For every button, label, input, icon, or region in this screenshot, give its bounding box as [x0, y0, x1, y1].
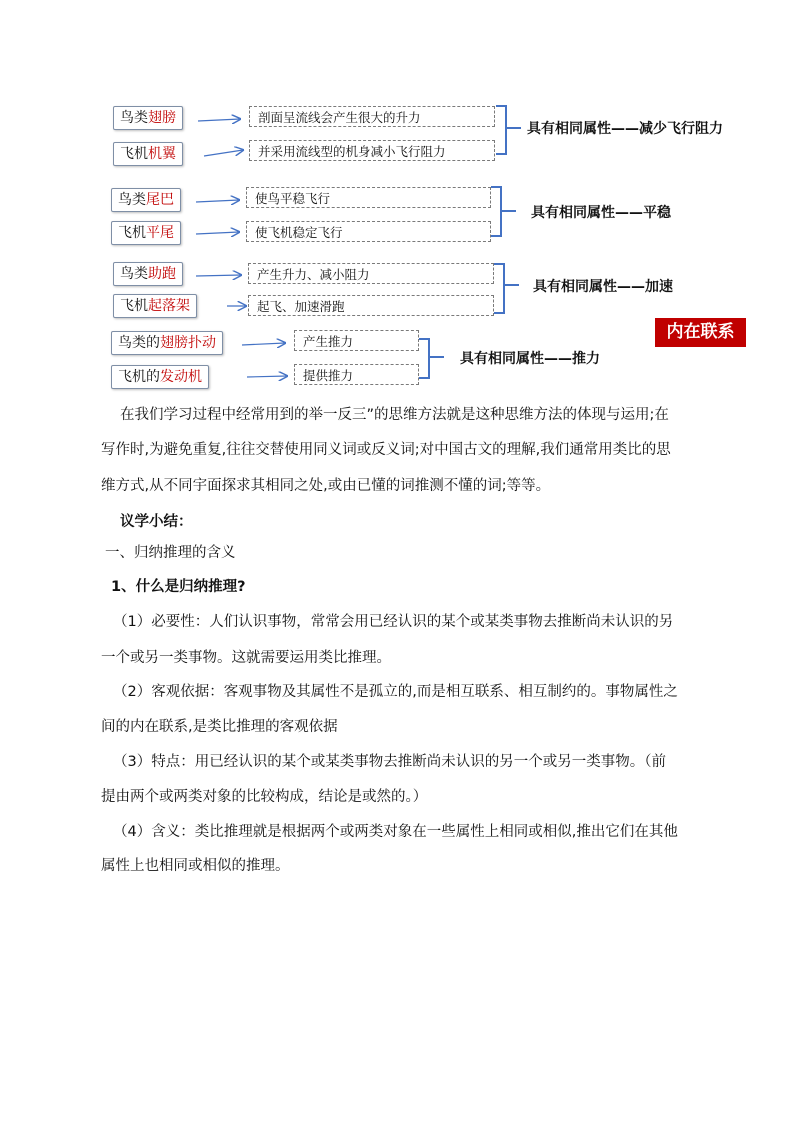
target-plane-engine: 飞机的发动机 — [111, 365, 209, 389]
arrow-4b — [247, 376, 287, 377]
desc-3b: 起飞、加速滑跑 — [248, 295, 494, 316]
conclusion-4: 具有相同属性——推力 — [460, 351, 600, 367]
desc-2a: 使鸟平稳飞行 — [246, 187, 491, 208]
source-bird-flap: 鸟类的翅膀扑动 — [111, 331, 223, 355]
brace-2 — [491, 187, 516, 236]
arrow-1a — [198, 119, 240, 121]
target-plane-gear: 飞机起落架 — [113, 294, 197, 318]
desc-3a: 产生升力、减小阻力 — [248, 263, 494, 284]
item-3-line-2: 提由两个或两类对象的比较构成，结论是或然的。） — [101, 789, 428, 805]
arrow-1b — [204, 150, 243, 156]
item-3-line-1: （3）特点：用已经认识的某个或某类事物去推断尚未认识的另一个或另一类事物。（前 — [113, 754, 666, 770]
source-bird-tail: 鸟类尾巴 — [111, 188, 181, 212]
arrow-2a — [196, 200, 239, 202]
source-bird-run: 鸟类助跑 — [113, 262, 183, 286]
source-bird-wing: 鸟类翅膀 — [113, 106, 183, 130]
item-4-line-1: （4）含义：类比推理就是根据两个或两类对象在一些属性上相同或相似,推出它们在其他 — [113, 824, 678, 840]
item-2-line-2: 间的内在联系,是类比推理的客观依据 — [101, 719, 338, 735]
brace-1 — [496, 106, 521, 154]
desc-1a: 剖面呈流线会产生很大的升力 — [249, 106, 495, 127]
paragraph-1-line-2: 写作时,为避免重复,往往交替使用同义词或反义词;对中国古文的理解,我们通常用类比的思 — [101, 442, 671, 458]
item-4-line-2: 属性上也相同或相似的推理。 — [101, 858, 290, 874]
paragraph-1-line-3: 维方式,从不同宇面探求其相同之处,或由已懂的词推测不懂的词;等等。 — [101, 478, 551, 494]
target-plane-wing: 飞机机翼 — [113, 142, 183, 166]
item-1-line-1: （1）必要性：人们认识事物，常常会用已经认识的某个或某类事物去推断尚未认识的另 — [113, 614, 674, 630]
desc-4a: 产生推力 — [294, 330, 419, 351]
desc-2b: 使飞机稳定飞行 — [246, 221, 491, 242]
paragraph-1-line-1: 在我们学习过程中经常用到的举一反三”的思维方法就是这种思维方法的体现与运用;在 — [120, 407, 669, 423]
brace-3 — [494, 264, 519, 313]
desc-1b: 并采用流线型的机身减小飞行阻力 — [249, 140, 495, 161]
internal-connection-badge: 内在联系 — [655, 318, 746, 347]
brace-4 — [419, 339, 444, 378]
conclusion-3: 具有相同属性——加速 — [533, 279, 673, 295]
conclusion-2: 具有相同属性——平稳 — [531, 205, 671, 221]
target-plane-tail: 飞机平尾 — [111, 221, 181, 245]
arrow-4a — [242, 343, 285, 345]
conclusion-1: 具有相同属性——减少飞行阻力 — [527, 121, 723, 137]
arrow-3a — [196, 275, 241, 276]
item-1-line-2: 一个或另一类事物。这就需要运用类比推理。 — [101, 650, 391, 666]
section-1-heading: 一、归纳推理的含义 — [105, 545, 236, 561]
item-2-line-1: （2）客观依据：客观事物及其属性不是孤立的,而是相互联系、相互制约的。事物属性之 — [113, 684, 678, 700]
subsection-1-heading: 1、什么是归纳推理? — [111, 579, 246, 595]
summary-heading: 议学小结： — [120, 514, 193, 530]
desc-4b: 提供推力 — [294, 364, 419, 385]
arrow-2b — [196, 232, 239, 234]
